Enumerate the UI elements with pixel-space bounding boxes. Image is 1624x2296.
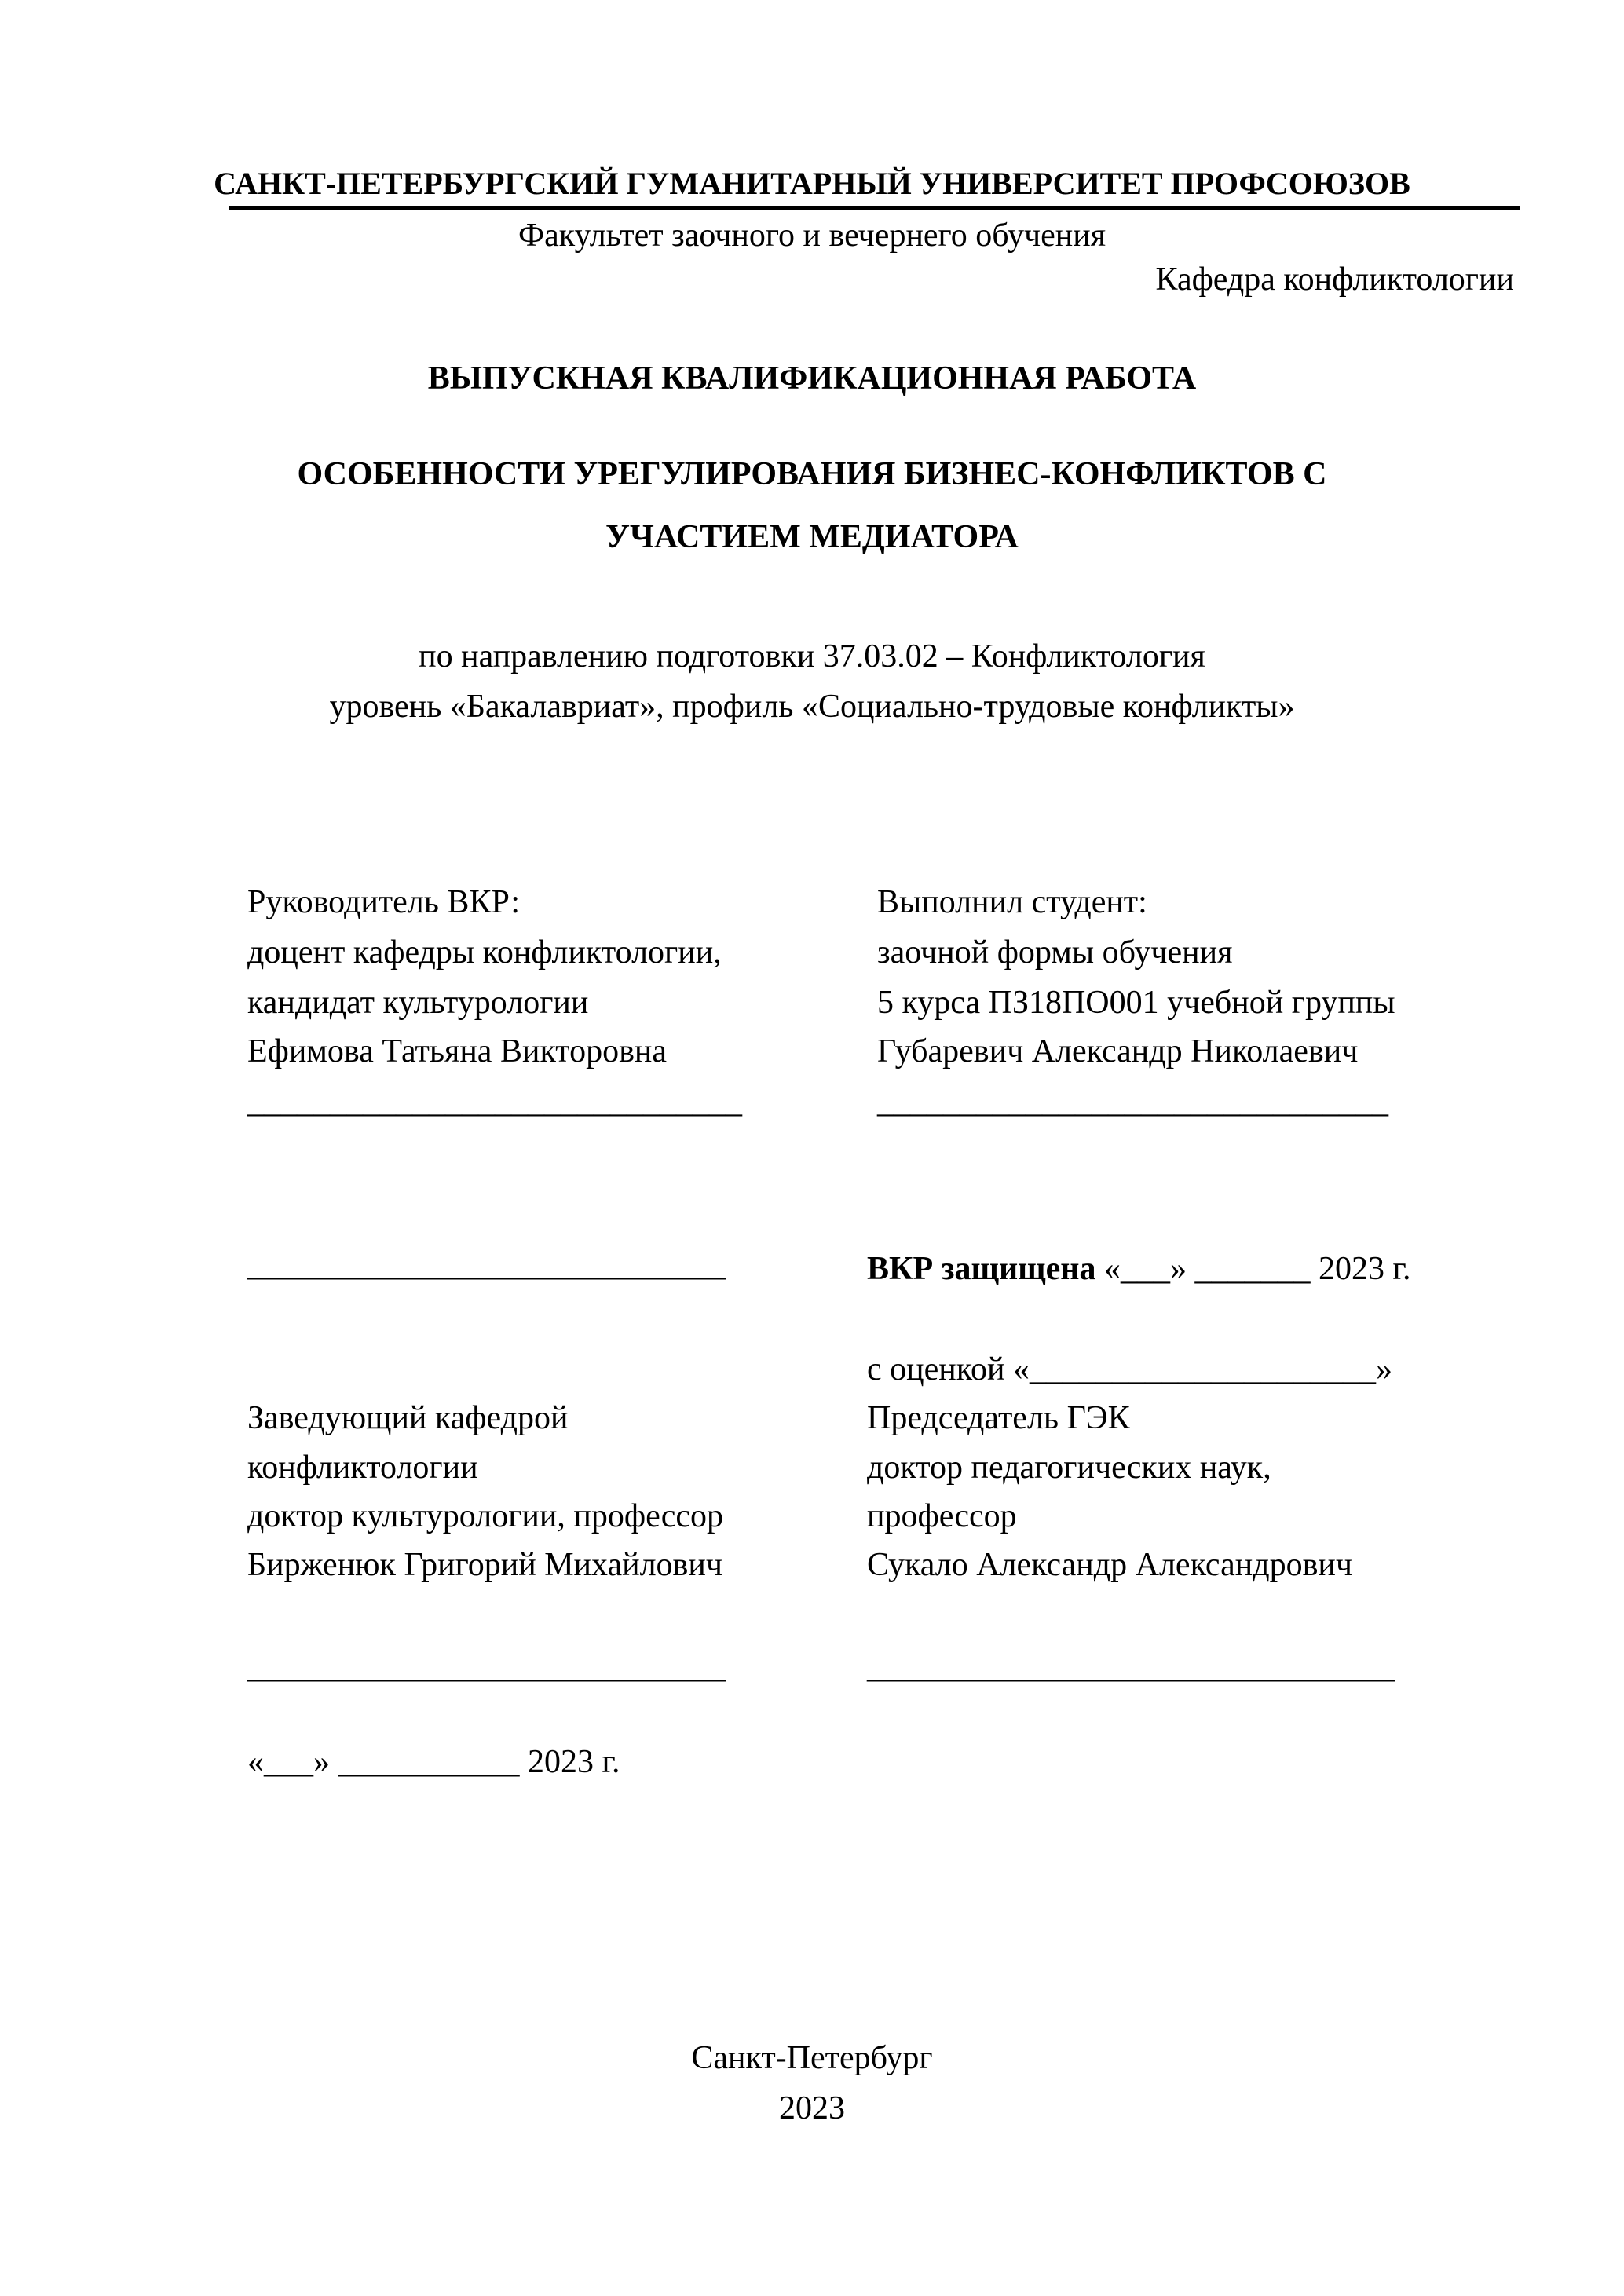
head-approval-date[interactable]: «___» ___________ 2023 г. — [247, 1744, 620, 1780]
header-divider — [229, 206, 1520, 210]
head-name: Бирженюк Григорий Михайлович — [247, 1547, 722, 1583]
faculty-name: Факультет заочного и вечернего обучения — [518, 218, 1106, 254]
supervisor-degree: кандидат культурологии — [247, 985, 589, 1021]
supervisor-label: Руководитель ВКР: — [247, 884, 521, 920]
head-degree: доктор культурологии, профессор — [247, 1498, 724, 1534]
supervisor-signature-line[interactable]: ______________________________ — [247, 1084, 742, 1120]
student-study-form: заочной формы обучения — [877, 934, 1233, 971]
head-department: конфликтологии — [247, 1450, 478, 1486]
department-name: Кафедра конфликтологии — [1155, 261, 1514, 298]
student-name: Губаревич Александр Николаевич — [877, 1033, 1359, 1069]
review-signature-line[interactable]: _____________________________ — [247, 1247, 726, 1283]
university-name: САНКТ-ПЕТЕРБУРГСКИЙ ГУМАНИТАРНЫЙ УНИВЕРСИТЕТ ПРОФСОЮЗОВ — [214, 166, 1410, 201]
program-direction: по направлению подготовки 37.03.02 – Конфликтология — [419, 638, 1205, 675]
defense-date[interactable]: «___» _______ 2023 г. — [1103, 1251, 1411, 1287]
student-group: 5 курса ПЗ18ПО001 учебной группы — [877, 985, 1395, 1021]
defense-status — [867, 1252, 1410, 1285]
footer-city: Санкт-Петербург — [691, 2040, 933, 2076]
student-signature-line[interactable]: _______________________________ — [877, 1084, 1388, 1120]
student-label: Выполнил студент: — [877, 884, 1147, 920]
chair-degree: доктор педагогических наук, — [867, 1450, 1271, 1486]
work-type-title: ВЫПУСКНАЯ КВАЛИФИКАЦИОННАЯ РАБОТА — [427, 360, 1197, 397]
defense-label: ВКР защищена — [867, 1251, 1096, 1287]
head-signature-line[interactable]: _____________________________ — [247, 1649, 726, 1685]
topic-title-line2: УЧАСТИЕМ МЕДИАТОРА — [605, 519, 1019, 555]
chair-name: Сукало Александр Александрович — [867, 1547, 1353, 1583]
program-level: уровень «Бакалавриат», профиль «Социально-трудовые конфликты» — [329, 689, 1295, 725]
defense-grade[interactable]: с оценкой «_____________________» — [867, 1351, 1392, 1387]
topic-title-line1: ОСОБЕННОСТИ УРЕГУЛИРОВАНИЯ БИЗНЕС-КОНФЛИКТОВ С — [297, 456, 1327, 492]
chair-label: Председатель ГЭК — [867, 1400, 1130, 1436]
head-label: Заведующий кафедрой — [247, 1400, 569, 1436]
chair-signature-line[interactable]: ________________________________ — [867, 1649, 1395, 1685]
supervisor-name: Ефимова Татьяна Викторовна — [247, 1033, 668, 1069]
chair-title: профессор — [867, 1498, 1017, 1534]
supervisor-position: доцент кафедры конфликтологии, — [247, 934, 722, 971]
footer-year: 2023 — [779, 2090, 845, 2126]
